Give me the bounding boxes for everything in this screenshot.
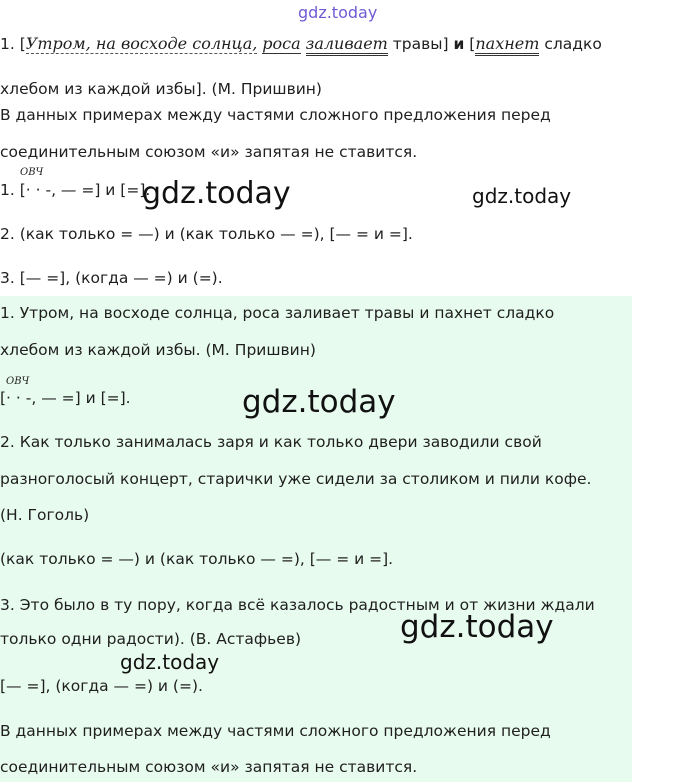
- scheme-3: 3. [— =], (когда — =) и (=).: [0, 269, 223, 287]
- scheme-2: 2. (как только = —) и (как только — =), [— = и =].: [0, 225, 413, 243]
- answer-2-scheme: (как только = —) и (как только — =), [— = и =].: [0, 550, 394, 568]
- scheme-1: 1. [· · -, — =] и [=].: [0, 181, 151, 199]
- adverbial-phrase: Утром, на восходе солнца,: [25, 34, 258, 53]
- conjunction: и: [453, 35, 465, 53]
- adverb-word: сладко: [539, 35, 602, 53]
- watermark-large: gdz.today: [142, 176, 291, 211]
- watermark-large: gdz.today: [400, 609, 554, 645]
- answer-3-scheme: [— =], (когда — =) и (=).: [0, 677, 203, 695]
- predicate-word-2: пахнет: [475, 34, 539, 56]
- answer-3-line-2: только одни радости). (В. Астафьев): [0, 630, 302, 648]
- predicate-word: заливает: [306, 34, 388, 56]
- watermark-logo: gdz.today: [298, 3, 378, 22]
- watermark-small: gdz.today: [472, 184, 572, 208]
- ovch-label: ОВЧ: [6, 376, 30, 387]
- task-line-1: [0, 34, 602, 53]
- watermark-large: gdz.today: [242, 384, 396, 420]
- task-note-line-1: В данных примерах между частями сложного предложения перед: [0, 106, 551, 124]
- answer-note-line-1: В данных примерах между частями сложного предложения перед: [0, 722, 551, 740]
- task-line-2: хлебом из каждой избы]. (М. Пришвин): [0, 80, 322, 98]
- watermark-small: gdz.today: [120, 650, 220, 674]
- bracket-open: [: [464, 35, 476, 53]
- answer-2-line-3: (Н. Гоголь): [0, 506, 90, 524]
- answer-3-line-1: 3. Это было в ту пору, когда всё казалось радостным и от жизни ждали: [0, 596, 595, 614]
- subject-word: роса: [262, 34, 301, 53]
- answer-1-line-2: хлебом из каждой избы. (М. Пришвин): [0, 341, 316, 359]
- task-note-line-2: соединительным союзом «и» запятая не ставится.: [0, 143, 418, 161]
- object-word: травы]: [392, 35, 454, 53]
- bracket: 1. [: [0, 35, 26, 53]
- answer-2-line-2: разноголосый концерт, старички уже сидели за столиком и пили кофе.: [0, 470, 592, 488]
- answer-panel: [0, 296, 632, 782]
- answer-1-scheme: [· · -, — =] и [=].: [0, 389, 131, 407]
- answer-1-line-1: 1. Утром, на восходе солнца, роса заливает травы и пахнет сладко: [0, 304, 555, 322]
- ovch-label: ОВЧ: [20, 167, 44, 178]
- answer-2-line-1: 2. Как только занималась заря и как только двери заводили свой: [0, 433, 542, 451]
- answer-note-line-2: соединительным союзом «и» запятая не ставится.: [0, 758, 418, 776]
